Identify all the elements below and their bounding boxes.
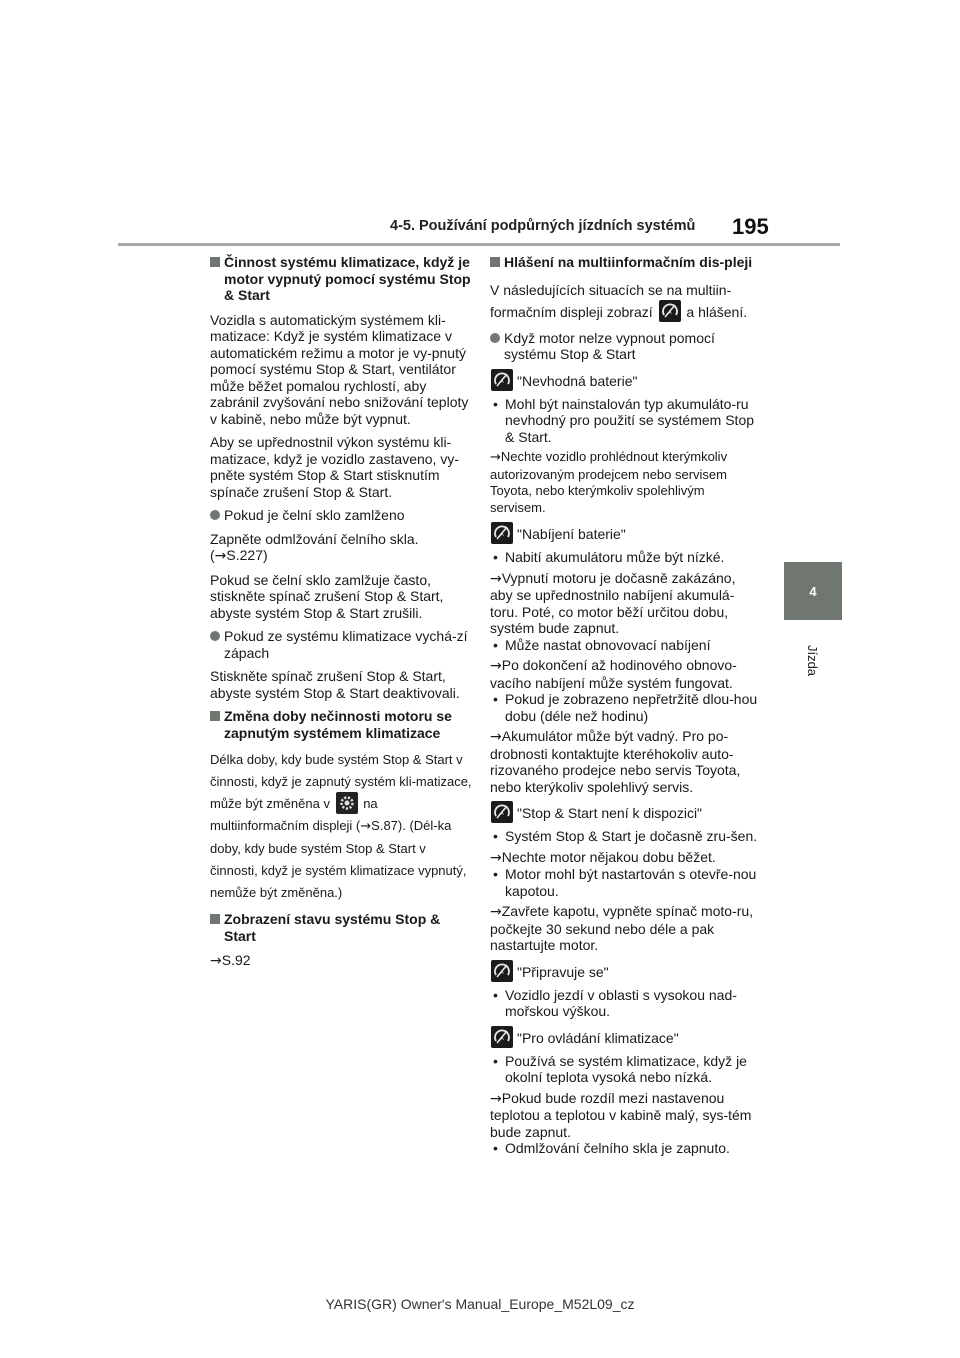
- right-column: [490, 254, 758, 1157]
- footer-text: YARIS(GR) Owner's Manual_Europe_M52L09_cz: [325, 1296, 635, 1312]
- list-item: • Vozidlo jezdí v oblasti s vysokou nad-mořskou výškou.: [493, 986, 737, 1019]
- stop-start-indicator-icon: [491, 1026, 513, 1048]
- section-heading: Zobrazení stavu systému Stop & Start: [210, 911, 472, 944]
- action-note: →Vypnutí motoru je dočasně zakázáno, aby se upřednostnilo nabíjení akumulá-toru. Poté, co motor běží určitou dobu, systém bude zapnut.: [490, 569, 736, 636]
- bullet-item: Pokud ze systému klimatizace vychá-zí zápach: [210, 628, 472, 661]
- section-heading: Činnost systému klimatizace, když je motor vypnutý pomocí systému Stop & Start: [210, 254, 472, 304]
- svg-text:A: A: [667, 309, 672, 316]
- paragraph: V následujících situacích se na multiin-formačním displeji zobrazí A a hlášení.: [490, 279, 758, 323]
- list-item: • Odmlžování čelního skla je zapnuto.: [493, 1140, 730, 1156]
- square-bullet-icon: [210, 914, 220, 924]
- list-item: • Systém Stop & Start je dočasně zru-šen.: [493, 828, 758, 844]
- chapter-tab[interactable]: 4: [784, 562, 842, 620]
- bullet-item: Pokud je čelní sklo zamlženo: [210, 507, 472, 524]
- paragraph: Pokud se čelní sklo zamlžuje často, stiskněte spínač zrušení Stop & Start, abyste systém Stop & Start zrušili.: [210, 571, 444, 621]
- square-bullet-icon: [490, 257, 500, 267]
- section-heading: Hlášení na multiinformačním dis-pleji: [490, 254, 758, 271]
- stop-start-indicator-icon: [659, 300, 681, 322]
- list-item: • Pokud je zobrazeno nepřetržitě dlou-hou dobu (déle než hodinu): [493, 691, 758, 724]
- square-bullet-icon: [210, 711, 220, 721]
- arrow-icon: →: [490, 450, 501, 465]
- message-item: A "Nevhodná baterie": [490, 373, 758, 395]
- round-bullet-icon: [490, 333, 500, 343]
- action-note: →Po dokončení až hodinového obnovo-vacího nabíjení může systém fungovat.: [490, 657, 737, 691]
- paragraph: Vozidla s automatickým systémem kli-matizace: Když je systém klimatizace v automatickém režimu a motor je vy-pnutý pomocí systému Stop & Start, ventilátor může běžet pomalou rychlostí, aby zabránil zvyšování nebo snižování teploty v kabině, nebo může být vypnut.: [210, 311, 469, 427]
- arrow-icon: →: [490, 849, 502, 866]
- paragraph: Stiskněte spínač zrušení Stop & Start, abyste systém Stop & Start deaktivovali.: [210, 668, 460, 701]
- arrow-icon: →: [490, 570, 502, 587]
- paragraph: Délka doby, kdy bude systém Stop & Start v činnosti, když je zapnutý systém kli-matizace, může být změněna v na multiinformačním displeji (→S.87). (Dél-ka doby, kdy bude systém Stop & Start v činnosti, když je systém klimatizace vypnutý, nemůže být změněna.): [210, 752, 472, 900]
- list-item: • Může nastat obnovovací nabíjení: [493, 636, 711, 653]
- chapter-tab-label: Jízda: [805, 644, 821, 676]
- list-item: • Motor mohl být nastartován s otevře-nou kapotou.: [493, 866, 757, 899]
- page-reference-link[interactable]: S.92: [221, 952, 251, 968]
- arrow-icon: →: [360, 819, 372, 834]
- message-item: A "Pro ovládání klimatizace": [490, 1030, 758, 1052]
- header-divider: [118, 243, 840, 246]
- section-title: 4-5. Používání podpůrných jízdních systémů: [390, 218, 696, 234]
- arrow-icon: →: [490, 904, 502, 920]
- arrow-icon: →: [490, 658, 502, 674]
- section-heading: Změna doby nečinnosti motoru se zapnutým systémem klimatizace: [210, 708, 472, 741]
- arrow-icon: →: [490, 729, 502, 745]
- page-reference-link[interactable]: S.227): [226, 547, 268, 563]
- paragraph: [210, 952, 472, 970]
- message-item: A "Nabíjení baterie": [490, 526, 758, 548]
- arrow-icon: →: [214, 548, 227, 564]
- square-bullet-icon: [210, 257, 220, 267]
- paragraph: Aby se upřednostnil výkon systému kli-matizace, když je vozidlo zastaveno, vy-pněte systém Stop & Start stisknutím spínače zrušení Stop & Start.: [210, 434, 459, 500]
- action-note: →Nechte motor nějakou dobu běžet.: [490, 848, 716, 866]
- svg-text:A: A: [500, 969, 504, 976]
- action-note: →Pokud bude rozdíl mezi nastavenou teplotou a teplotou v kabině malý, sys-tém bude zapnut.: [490, 1089, 752, 1140]
- action-note: →Akumulátor může být vadný. Pro po-drobnosti kontaktujte kteréhokoliv auto-rizovaného prodejce nebo servis Toyota, nebo kterýkoliv spolehlivý servis.: [490, 728, 741, 795]
- round-bullet-icon: [210, 631, 220, 641]
- arrow-icon: →: [210, 953, 222, 969]
- left-column: [210, 254, 472, 977]
- stop-start-indicator-icon: [491, 522, 513, 544]
- arrow-icon: →: [490, 1090, 502, 1107]
- stop-start-indicator-icon: [491, 801, 513, 823]
- gear-icon: [336, 792, 358, 814]
- svg-text:A: A: [500, 811, 504, 817]
- stop-start-indicator-icon: [491, 960, 513, 982]
- svg-text:A: A: [500, 1035, 504, 1042]
- page-number: 195: [732, 214, 769, 239]
- paragraph: Zapněte odmlžování čelního skla. (→S.227): [210, 530, 419, 564]
- bullet-item: Když motor nelze vypnout pomocí systému Stop & Start: [490, 330, 758, 363]
- action-note: →Zavřete kapotu, vypněte spínač moto-ru, počkejte 30 sekund nebo déle a pak nastartujte motor.: [490, 903, 754, 953]
- message-item: A "Stop & Start není k dispozici": [490, 805, 758, 827]
- action-note: →Nechte vozidlo prohlédnout kterýmkoliv autorizovaným prodejcem nebo servisem Toyota, nebo kterýmkoliv spolehlivým servisem.: [490, 449, 728, 515]
- list-item: • Mohl být nainstalován typ akumuláto-ru nevhodný pro použití se systémem Stop & Start.: [493, 395, 755, 445]
- round-bullet-icon: [210, 510, 220, 520]
- svg-text:A: A: [500, 532, 504, 538]
- stop-start-indicator-icon: [491, 369, 513, 391]
- list-item: • Používá se systém klimatizace, když je okolní teplota vysoká nebo nízká.: [493, 1052, 747, 1085]
- list-item: • Nabití akumulátoru může být nízké.: [493, 549, 725, 565]
- page-reference-link[interactable]: S.87). (Dél-ka doby, kdy bude systém Stop & Start v činnosti, když je systém klimatizace vypnutý, nemůže být změněna.): [210, 818, 467, 900]
- message-item: A "Připravuje se": [490, 964, 758, 986]
- svg-text:A: A: [500, 378, 504, 385]
